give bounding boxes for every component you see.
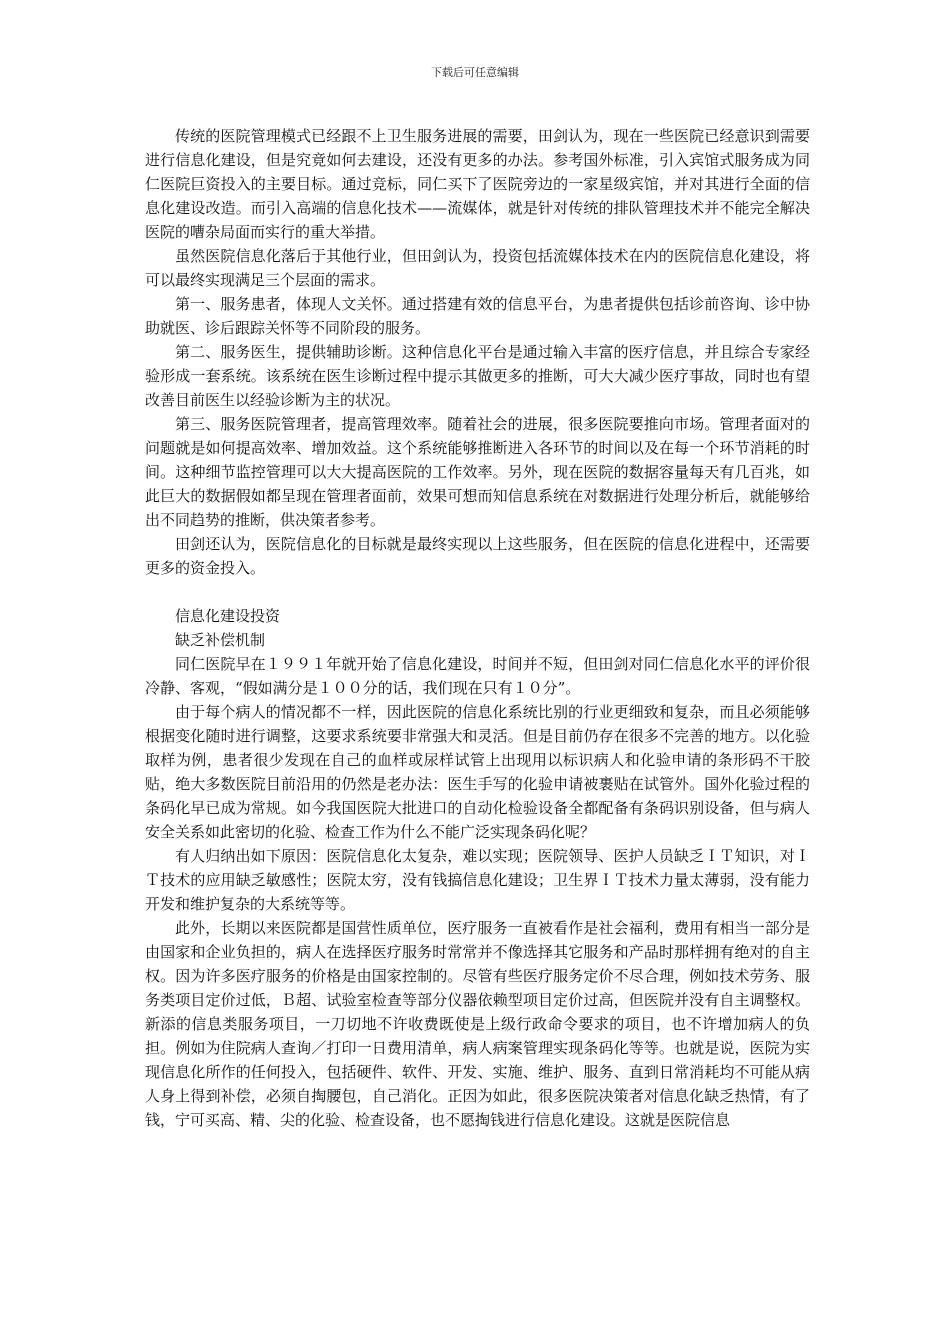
paragraph: 传统的医院管理模式已经跟不上卫生服务进展的需要，田剑认为，现在一些医院已经意识到需要进行信息化建设，但是究竟如何去建设，还没有更多的办法。参考国外标准，引入宾馆式服务成为同仁医院巨资投入的主要目标。通过竞标，同仁买下了医院旁边的一家星级宾馆，并对其进行全面的信息化建设改造。而引入高端的信息化技术——流媒体，就是针对传统的排队管理技术并不能完全解决医院的嘈杂局面而实行的重大举措。 bbox=[145, 127, 810, 241]
paragraph: 第二、服务医生，提供辅助诊断。这种信息化平台是通过输入丰富的医疗信息，并且综合专家经验形成一套系统。该系统在医生诊断过程中提示其做更多的推断，可大大减少医疗事故，同时也有望改善目前医生以经验诊断为主的状况。 bbox=[145, 343, 810, 409]
paragraph: 同仁医院早在１９９１年就开始了信息化建设，时间并不短，但田剑对同仁信息化水平的评价很冷静、客观，“假如满分是１００分的话，我们现在只有１０分”。 bbox=[145, 655, 810, 697]
document-body bbox=[145, 124, 810, 1132]
section-title: 信息化建设投资 bbox=[175, 607, 281, 625]
paragraph: 第一、服务患者，体现人文关怀。通过搭建有效的信息平台，为患者提供包括诊前咨询、诊中协助就医、诊后跟踪关怀等不同阶段的服务。 bbox=[145, 295, 810, 337]
section-subtitle: 缺乏补偿机制 bbox=[175, 631, 266, 649]
blank-line bbox=[145, 580, 810, 604]
page-header: 下载后可任意编辑 bbox=[431, 66, 519, 79]
paragraph: 虽然医院信息化落后于其他行业，但田剑认为，投资包括流媒体技术在内的医院信息化建设，将可以最终实现满足三个层面的需求。 bbox=[145, 247, 810, 289]
paragraph: 由于每个病人的情况都不一样，因此医院的信息化系统比别的行业更细致和复杂，而且必须能够根据变化随时进行调整，这要求系统要非常强大和灵活。但是目前仍存在很多不完善的地方。以化验取样为例，患者很少发现在自己的血样或尿样试管上出现用以标识病人和化验申请的条形码不干胶贴，绝大多数医院目前沿用的仍然是老办法：医生手写的化验申请被裹贴在试管外。国外化验过程的条码化早已成为常规。如今我国医院大批进口的自动化检验设备全都配备有条码识别设备，但与病人安全关系如此密切的化验、检查工作为什么不能广泛实现条码化呢？ bbox=[145, 703, 810, 841]
paragraph: 此外，长期以来医院都是国营性质单位，医疗服务一直被看作是社会福利，费用有相当一部分是由国家和企业负担的，病人在选择医疗服务时常常并不像选择其它服务和产品时那样拥有绝对的自主权。因为许多医疗服务的价格是由国家控制的。尽管有些医疗服务定价不尽合理，例如技术劳务、服务类项目定价过低，Ｂ超、试验室检查等部分仪器依赖型项目定价过高，但医院并没有自主调整权。新添的信息类服务项目，一刀切地不许收费既使是上级行政命令要求的项目，也不许增加病人的负担。例如为住院病人查询／打印一日费用清单，病人病案管理实现条码化等等。也就是说，医院为实现信息化所作的任何投入，包括硬件、软件、开发、实施、维护、服务、直到日常消耗均不可能从病人身上得到补偿，必须自掏腰包，自己消化。正因为如此，很多医院决策者对信息化缺乏热情，有了钱，宁可买高、精、尖的化验、检查设备，也不愿掏钱进行信息化建设。这就是医院信息 bbox=[145, 919, 810, 1129]
paragraph: 有人归纳出如下原因：医院信息化太复杂，难以实现；医院领导、医护人员缺乏ＩＴ知识，对ＩＴ技术的应用缺乏敏感性；医院太穷，没有钱搞信息化建设；卫生界ＩＴ技术力量太薄弱，没有能力开发和维护复杂的大系统等等。 bbox=[145, 847, 810, 913]
paragraph: 田剑还认为，医院信息化的目标就是最终实现以上这些服务，但在医院的信息化进程中，还需要更多的资金投入。 bbox=[145, 535, 810, 577]
paragraph: 第三、服务医院管理者，提高管理效率。随着社会的进展，很多医院要推向市场。管理者面对的问题就是如何提高效率、增加效益。这个系统能够推断进入各环节的时间以及在每一个环节消耗的时间。这种细节监控管理可以大大提高医院的工作效率。另外，现在医院的数据容量每天有几百兆，如此巨大的数据假如都呈现在管理者面前，效果可想而知信息系统在对数据进行处理分析后，就能够给出不同趋势的推断，供决策者参考。 bbox=[145, 415, 810, 529]
